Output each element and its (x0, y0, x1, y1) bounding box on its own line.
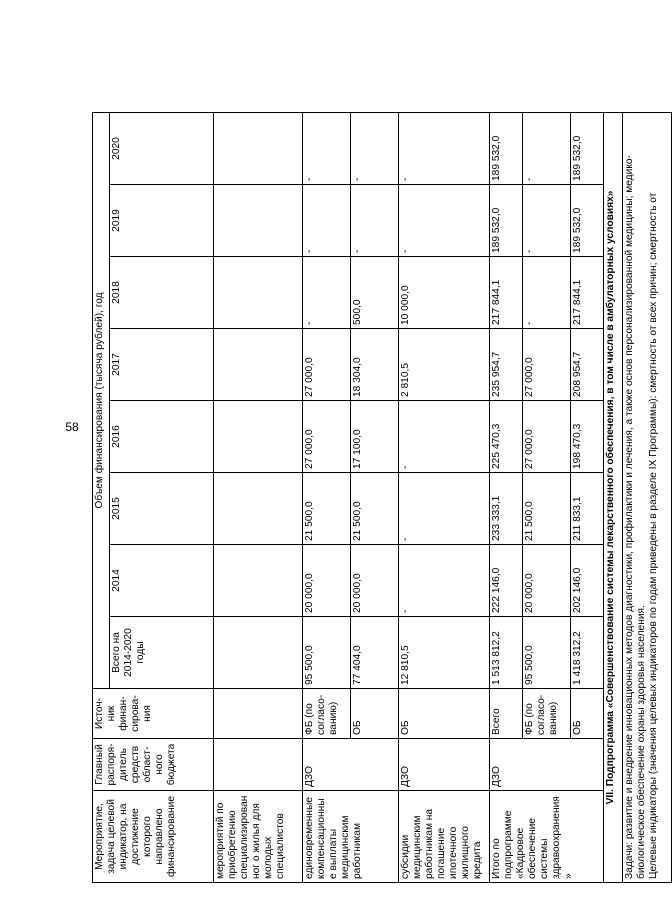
rotated-table-container (92, 113, 660, 883)
value-cell: 189 532,0 (490, 185, 523, 257)
value-cell: 20 000,0 (523, 545, 571, 617)
value-cell: - (399, 401, 490, 473)
header-source: Источ-ник финан-сирова-ния (93, 689, 214, 739)
value-cell: 95 500,0 (303, 617, 351, 689)
table-row (214, 112, 303, 882)
value-cell: 208 954,7 (571, 329, 604, 401)
value-cell: - (399, 473, 490, 545)
source-cell: ФБ (по согласо-ванию) (523, 689, 571, 739)
value-cell: 95 500,0 (523, 617, 571, 689)
value-cell: - (303, 185, 351, 257)
value-cell: 27 000,0 (523, 401, 571, 473)
indicators-text: Целевые индикаторы (значения целевых индикаторов по годам приведены в разделе IX Программы): смертность от всех причин; смертность от (648, 192, 660, 879)
value-cell: 217 844,1 (490, 257, 523, 329)
value-cell: 20 000,0 (303, 545, 351, 617)
value-cell: 2 810,5 (399, 329, 490, 401)
value-cell: 21 500,0 (523, 473, 571, 545)
value-cell: 189 532,0 (571, 185, 604, 257)
source-cell: ОБ (399, 689, 490, 739)
value-cell: 217 844,1 (571, 257, 604, 329)
value-cell: - (399, 545, 490, 617)
value-cell: 189 532,0 (490, 112, 523, 184)
header-total: Всего на 2014-2020 годы (110, 617, 214, 689)
value-cell: - (523, 185, 571, 257)
header-year: 2019 (110, 185, 214, 257)
value-cell: 27 000,0 (303, 401, 351, 473)
value-cell: - (351, 112, 399, 184)
value-cell: 500,0 (351, 257, 399, 329)
source-cell: Всего (490, 689, 523, 739)
subprogram-title: VII. Подпрограмма «Совершенствование системы лекарственного обеспечения, в том числе в амбулаторных условиях» (604, 112, 623, 882)
value-cell: - (351, 185, 399, 257)
source-cell: ФБ (по согласо-ванию) (303, 689, 351, 739)
value-cell: 10 000,0 (399, 257, 490, 329)
header-year: 2017 (110, 329, 214, 401)
source-cell: ОБ (351, 689, 399, 739)
event-cell: единовременные компенсационные выплаты медицинским работникам (303, 791, 399, 883)
value-cell: 1 418 312,2 (571, 617, 604, 689)
value-cell: 77 404,0 (351, 617, 399, 689)
page-number: 58 (65, 420, 79, 434)
value-cell: 21 500,0 (303, 473, 351, 545)
value-cell: - (303, 257, 351, 329)
text-row (623, 112, 672, 882)
table-row (303, 112, 351, 882)
financing-table (92, 112, 672, 883)
value-cell: - (399, 185, 490, 257)
value-cell: - (523, 257, 571, 329)
value-cell: 17 100,0 (351, 401, 399, 473)
value-cell: 222 146,0 (490, 545, 523, 617)
value-cell: 189 532,0 (571, 112, 604, 184)
value-cell: 233 333,1 (490, 473, 523, 545)
value-cell: 12 810,5 (399, 617, 490, 689)
manager-cell: ДЗО (399, 739, 490, 791)
header-year: 2014 (110, 545, 214, 617)
value-cell: 27 000,0 (523, 329, 571, 401)
value-cell: 1 513 812,2 (490, 617, 523, 689)
header-funding: Объем финансирования (тысяча рублей), год (93, 112, 110, 688)
value-cell: 21 500,0 (351, 473, 399, 545)
event-cell: мероприятий по приобретению специализированног о жилья для молодых специалистов (214, 791, 303, 883)
header-year: 2015 (110, 473, 214, 545)
value-cell: 225 470,3 (490, 401, 523, 473)
value-cell: - (303, 112, 351, 184)
value-cell: 20 000,0 (351, 545, 399, 617)
table-row (490, 112, 523, 882)
header-year: 2020 (110, 112, 214, 184)
manager-cell: ДЗО (303, 739, 399, 791)
subprogram-row (604, 112, 623, 882)
source-cell: ОБ (571, 689, 604, 739)
table-row (399, 112, 490, 882)
tasks-text: Задачи: развитие и внедрение инновационных методов диагностики, профилактики и лечения, а также основ персонализированной медицины; медико-биологическое обеспечение охраны здоровья населения. (624, 155, 648, 879)
value-cell: 18 304,0 (351, 329, 399, 401)
value-cell: - (523, 112, 571, 184)
manager-cell: ДЗО (490, 739, 604, 791)
header-year: 2018 (110, 257, 214, 329)
value-cell: 235 954,7 (490, 329, 523, 401)
value-cell: 27 000,0 (303, 329, 351, 401)
event-cell: Итого по подпрограмме «Кадровое обеспечение системы здравоохранения» (490, 791, 604, 883)
value-cell: 211 833,1 (571, 473, 604, 545)
header-manager: Главный распоря-дитель средств област-ного бюджета (93, 739, 214, 791)
value-cell: 198 470,3 (571, 401, 604, 473)
header-year: 2016 (110, 401, 214, 473)
value-cell: 202 146,0 (571, 545, 604, 617)
tasks-and-indicators (623, 112, 672, 882)
header-event: Мероприятие, задача целевой индикатор, на достижение которого направлено финансирование (93, 791, 214, 883)
event-cell: субсидии медицинским работникам на погашение ипотечного жилищного кредита (399, 791, 490, 883)
value-cell: - (399, 112, 490, 184)
